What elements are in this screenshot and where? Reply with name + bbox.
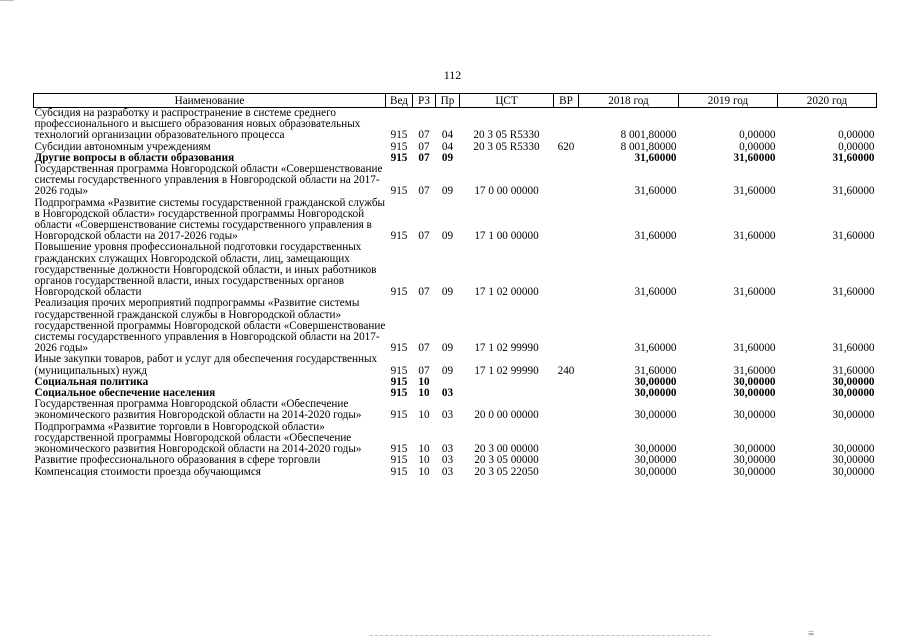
row-ved: 915 [390,140,408,153]
row-value-2018: 31,60000 [634,286,677,299]
row-pr: 03 [441,443,454,456]
table-header-row [34,94,877,108]
row-value-2020: 31,60000 [832,342,875,355]
row-value-2018: 31,60000 [634,364,677,377]
row-cst: 20 3 05 22050 [474,465,539,478]
budget-table [33,93,877,478]
row-pr: 04 [441,140,454,153]
table-row [34,354,877,376]
header-2019: 2019 год [679,94,778,108]
table-row [34,455,877,466]
row-value-2019: 30,00000 [733,465,776,478]
table-row [34,467,877,478]
row-rz: 10 [418,443,430,456]
row-pr: 09 [441,230,454,243]
row-ved: 915 [390,454,408,467]
header-cst: ЦСТ [460,94,554,108]
row-cst [460,388,554,399]
row-value-2019: 31,60000 [733,286,776,299]
row-value-2018: 31,60000 [634,342,677,355]
header-pr: Пр [436,94,460,108]
row-name: Реализация прочих мероприятий подпрограммы «Развитие системы государственной гражданской службы в Новгородской области» государственной программы Новгородской области «Совершенствование системы государственного управления в Новгородской области на 2017-2026 годы» [34,297,386,355]
row-cst: 17 1 00 00000 [474,230,539,243]
row-value-2019: 31,60000 [733,230,776,243]
row-value-2020: 30,00000 [832,443,875,456]
row-rz: 07 [418,151,430,164]
row-name: Подпрограмма «Развитие торговли в Новгородской области» государственной программы Новгородской области «Обеспечение экономического развития Новгородской области на 2014-2020 годы» [34,420,362,456]
row-vr [554,298,579,354]
row-pr: 09 [441,342,454,355]
header-rz: РЗ [413,94,436,108]
row-vr [554,377,579,388]
row-ved: 915 [390,342,408,355]
row-name: Социальное обеспечение населения [34,387,216,400]
row-vr [554,455,579,466]
row-cst: 20 3 00 00000 [474,443,539,456]
header-2020: 2020 год [778,94,877,108]
row-value-2020: 31,60000 [832,286,875,299]
row-vr [554,399,579,421]
row-name: Государственная программа Новгородской области «Совершенствование системы государственного управления в Новгородской области на 2017-2026 годы» [34,163,383,198]
table-row [34,198,877,243]
row-cst [460,153,554,164]
row-rz: 07 [418,129,430,142]
row-ved: 915 [390,151,408,164]
row-value-2019: 30,00000 [733,454,776,467]
row-pr: 09 [441,286,454,299]
row-value-2019: 0,00000 [739,140,776,153]
row-pr: 03 [441,465,454,478]
row-vr: 620 [557,140,575,153]
row-cst [460,377,554,388]
row-rz: 07 [418,342,430,355]
row-vr [554,422,579,456]
row-rz: 07 [418,364,430,377]
row-name: Иные закупки товаров, работ и услуг для обеспечения государственных (муниципальных) нужд [34,353,378,377]
row-name: Субсидия на разработку и распространение в системе среднего профессионального и высшего образования новых образовательных технологий организации образовательного процесса [34,107,361,142]
row-value-2020: 31,60000 [832,185,875,198]
scan-artifact [0,0,14,4]
row-ved: 915 [390,387,408,400]
row-value-2019: 30,00000 [733,443,776,456]
header-vr: ВР [554,94,579,108]
row-vr [554,198,579,243]
row-value-2018: 30,00000 [634,465,677,478]
row-rz: 07 [418,140,430,153]
row-name: Компенсация стоимости проезда обучающимся [34,465,261,478]
row-value-2019: 31,60000 [733,185,776,198]
scan-artifact: ≡ [808,628,815,640]
row-name: Развитие профессионального образования в сфере торговли [34,454,321,467]
row-vr [554,164,579,198]
row-pr: 04 [441,129,454,142]
table-row [34,108,877,142]
row-rz: 10 [418,409,430,422]
row-pr: 09 [441,364,454,377]
row-value-2020: 30,00000 [832,409,875,422]
row-value-2018: 30,00000 [634,387,677,400]
row-value-2019: 30,00000 [733,409,776,422]
row-value-2018: 31,60000 [634,151,677,164]
row-pr: 03 [441,387,454,400]
row-value-2020: 30,00000 [832,375,875,388]
row-vr: 240 [557,364,575,377]
header-2018: 2018 год [579,94,679,108]
row-rz: 10 [418,375,430,388]
header-ved: Вед [386,94,413,108]
row-rz: 10 [418,465,430,478]
table-row [34,399,877,421]
page-number: 112 [443,68,462,82]
row-pr: 03 [441,454,454,467]
row-name: Социальная политика [34,375,149,388]
row-value-2019: 31,60000 [733,151,776,164]
row-value-2020: 31,60000 [832,151,875,164]
row-name: Субсидии автономным учреждениям [34,140,211,153]
table-row [34,422,877,456]
row-cst: 17 1 02 00000 [474,286,539,299]
row-value-2020: 30,00000 [832,454,875,467]
row-rz: 10 [418,454,430,467]
row-cst: 20 3 05 00000 [474,454,539,467]
table-row [34,164,877,198]
row-value-2019: 30,00000 [733,387,776,400]
row-cst: 17 1 02 99990 [474,364,539,377]
row-value-2019: 31,60000 [733,342,776,355]
table-body [34,108,877,478]
row-value-2019: 30,00000 [733,375,776,388]
row-value-2020: 0,00000 [838,140,875,153]
row-value-2019: 0,00000 [739,129,776,142]
row-value-2018: 30,00000 [634,409,677,422]
row-vr [554,153,579,164]
row-cst: 20 3 05 R5330 [473,129,540,142]
row-cst: 17 0 00 00000 [474,185,539,198]
scan-artifact [370,635,710,638]
row-ved: 915 [390,409,408,422]
row-pr: 09 [441,151,454,164]
row-vr [554,108,579,142]
row-ved: 915 [390,286,408,299]
row-ved: 915 [390,364,408,377]
row-ved: 915 [390,129,408,142]
row-name: Подпрограмма «Развитие системы государственной гражданской службы в Новгородской области» государственной программы Новгородской области «Совершенствование системы государственного управления в Новгородской области на 2017-2026 годы» [34,196,386,243]
row-name: Государственная программа Новгородской области «Обеспечение экономического развития Новгородской области на 2014-2020 годы» [34,398,362,422]
row-rz: 07 [418,230,430,243]
row-pr: 03 [441,409,454,422]
row-value-2020: 30,00000 [832,465,875,478]
row-ved: 915 [390,185,408,198]
row-value-2018: 30,00000 [634,375,677,388]
row-name: Другие вопросы в области образования [34,151,235,164]
row-cst: 17 1 02 99990 [474,342,539,355]
row-rz: 10 [418,387,430,400]
table-row [34,298,877,354]
row-cst: 20 3 05 R5330 [473,140,540,153]
row-value-2020: 30,00000 [832,387,875,400]
row-value-2018: 8 001,80000 [620,129,677,142]
row-value-2018: 30,00000 [634,443,677,456]
row-rz: 07 [418,286,430,299]
row-vr [554,388,579,399]
row-vr [554,242,579,298]
row-name: Повышение уровня профессиональной подготовки государственных гражданских служащих Новгородской области, лиц, замещающих государственные должности Новгородской области, и иных работников органов государственной власти, иных государственных органов Новгородской области [34,241,377,299]
row-value-2018: 31,60000 [634,230,677,243]
row-value-2020: 31,60000 [832,364,875,377]
row-value-2018: 30,00000 [634,454,677,467]
row-ved: 915 [390,375,408,388]
row-value-2019: 31,60000 [733,364,776,377]
row-ved: 915 [390,465,408,478]
header-name: Наименование [34,94,386,108]
row-cst: 20 0 00 00000 [474,409,539,422]
row-value-2018: 8 001,80000 [620,140,677,153]
row-pr: 09 [441,185,454,198]
table-row [34,242,877,298]
row-rz: 07 [418,185,430,198]
row-value-2020: 0,00000 [838,129,875,142]
row-ved: 915 [390,443,408,456]
row-value-2018: 31,60000 [634,185,677,198]
row-value-2020: 31,60000 [832,230,875,243]
row-vr [554,467,579,478]
row-ved: 915 [390,230,408,243]
